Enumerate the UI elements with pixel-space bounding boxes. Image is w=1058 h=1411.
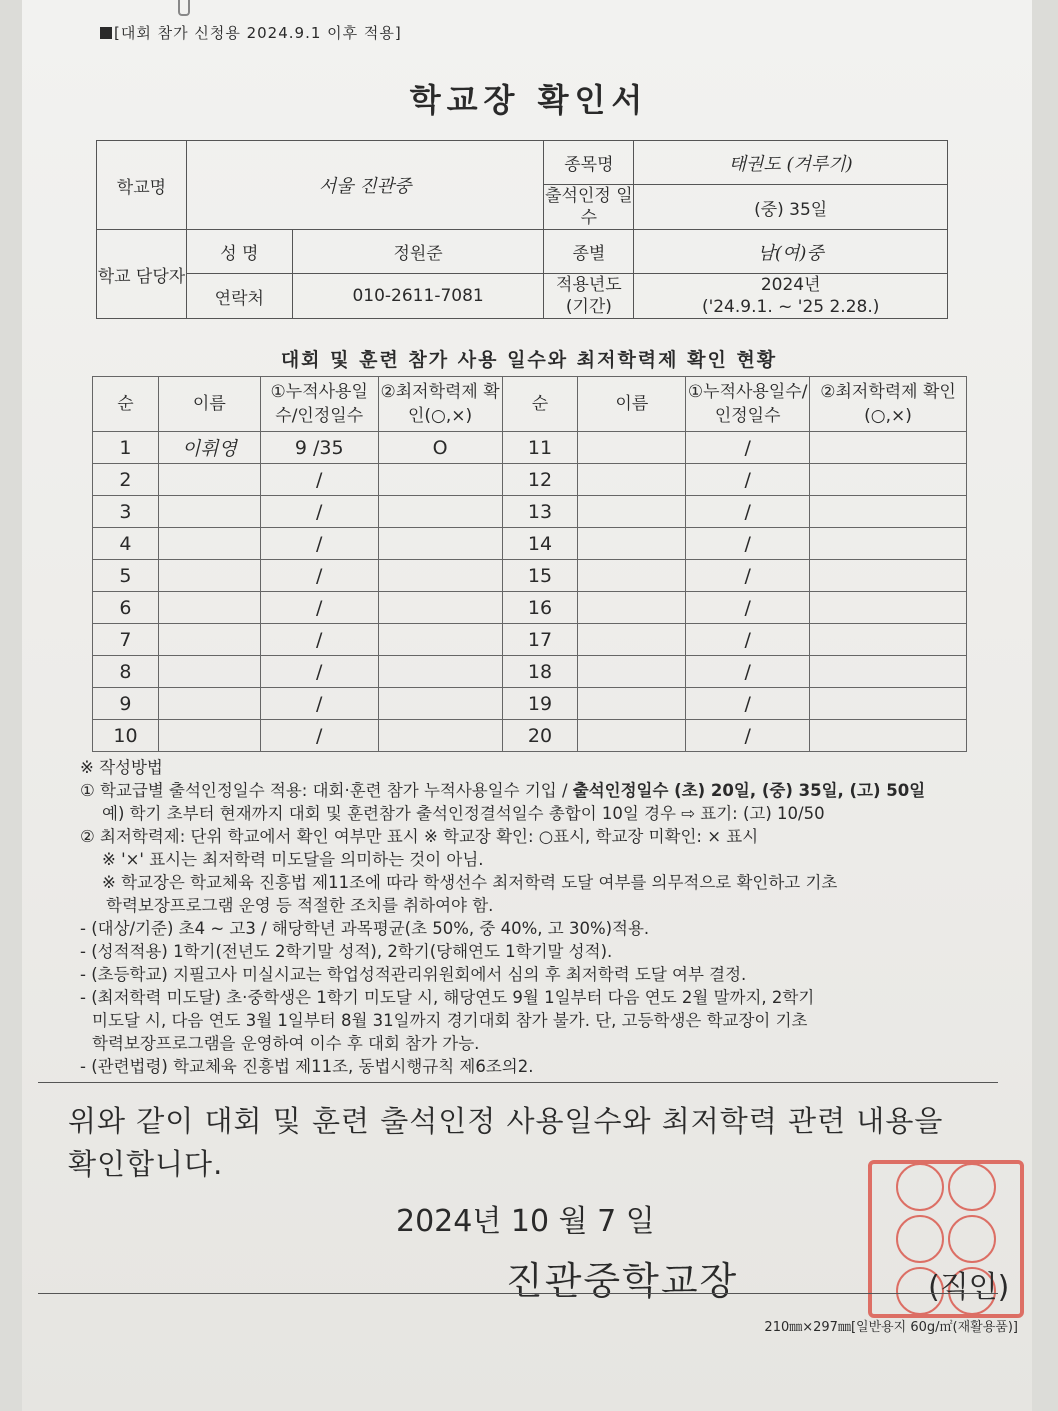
row-name xyxy=(158,688,260,720)
row-check-right xyxy=(810,624,967,656)
row-days: / xyxy=(260,528,378,560)
row-no: 1 xyxy=(93,432,159,464)
row-check xyxy=(378,688,502,720)
row-name-right xyxy=(578,720,686,752)
header-no: 순 xyxy=(93,377,159,432)
row-name xyxy=(158,496,260,528)
row-no-right: 14 xyxy=(502,528,578,560)
table-row xyxy=(93,656,967,688)
row-name xyxy=(158,592,260,624)
header-no-right: 순 xyxy=(502,377,578,432)
year-cell xyxy=(634,274,948,319)
row-check-right xyxy=(810,560,967,592)
paper-spec-footer: 210㎜×297㎜[일반용지 60g/㎡(재활용품)] xyxy=(764,1320,1018,1335)
table-row xyxy=(93,720,967,752)
header-check: ②최저학력제 확인(○,×) xyxy=(378,377,502,432)
row-check xyxy=(378,496,502,528)
phone-value: 010-2611-7081 xyxy=(292,274,544,319)
row-name-right xyxy=(578,528,686,560)
row-check-right xyxy=(810,496,967,528)
row-name-right xyxy=(578,560,686,592)
table-row xyxy=(93,432,967,464)
table-row xyxy=(93,464,967,496)
row-name-right xyxy=(578,656,686,688)
row-check-right xyxy=(810,464,967,496)
page-title: 학교장 확인서 xyxy=(409,81,649,119)
row-days: / xyxy=(260,464,378,496)
row-check-right xyxy=(810,688,967,720)
gender-value: 남(여)중 xyxy=(634,230,948,274)
notes-heading: ※ 작성방법 xyxy=(80,758,163,777)
info-table xyxy=(96,140,948,319)
row-name-right xyxy=(578,464,686,496)
table-row xyxy=(93,688,967,720)
row-no: 8 xyxy=(93,656,159,688)
header-days-right: ①누적사용일수/인정일수 xyxy=(686,377,810,432)
note-8c: 학력보장프로그램을 운영하여 이수 후 대회 참가 가능. xyxy=(92,1034,480,1053)
school-label: 학교명 xyxy=(97,141,187,230)
notes-section xyxy=(80,756,1000,1078)
row-days-right: / xyxy=(686,432,810,464)
row-no-right: 16 xyxy=(502,592,578,624)
confirmation-date: 2024년 10 월 7 일 xyxy=(396,1204,655,1239)
row-name xyxy=(158,560,260,592)
header-name: 이름 xyxy=(158,377,260,432)
row-days: / xyxy=(260,656,378,688)
confirmation-text: 위와 같이 대회 및 훈련 출석인정 사용일수와 최저학력 관련 내용을 확인합니다. xyxy=(68,1104,944,1181)
header-name-right: 이름 xyxy=(578,377,686,432)
row-days: / xyxy=(260,688,378,720)
row-no-right: 17 xyxy=(502,624,578,656)
note-7: - (초등학교) 지필고사 미실시교는 학업성적관리위원회에서 심의 후 최저학력 도달 여부 결정. xyxy=(80,965,747,984)
row-check-right xyxy=(810,432,967,464)
table-row xyxy=(93,624,967,656)
header-note: [대회 참가 신청용 2024.9.1 이후 적용] xyxy=(100,22,402,43)
attendance-value: (중) 35일 xyxy=(634,185,948,230)
row-check xyxy=(378,560,502,592)
row-days-right: / xyxy=(686,592,810,624)
note-4b: 학력보장프로그램 운영 등 적절한 조치를 취하여야 함. xyxy=(106,896,494,915)
row-name xyxy=(158,720,260,752)
row-days: / xyxy=(260,592,378,624)
period-value: ('24.9.1. ~ '25 2.28.) xyxy=(701,297,880,317)
row-check xyxy=(378,464,502,496)
row-name-right xyxy=(578,688,686,720)
section-title: 대회 및 훈련 참가 사용 일수와 최저학력제 확인 현황 xyxy=(280,349,778,371)
row-no-right: 19 xyxy=(502,688,578,720)
row-name-right xyxy=(578,432,686,464)
row-name-right xyxy=(578,624,686,656)
row-days-right: / xyxy=(686,720,810,752)
row-no: 6 xyxy=(93,592,159,624)
row-no: 2 xyxy=(93,464,159,496)
row-days: / xyxy=(260,560,378,592)
row-days: / xyxy=(260,624,378,656)
row-days: / xyxy=(260,720,378,752)
row-name xyxy=(158,528,260,560)
grid-body xyxy=(93,432,967,752)
row-name-right xyxy=(578,496,686,528)
note-1: ① 학교급별 출석인정일수 적용: 대회·훈련 참가 누적사용일수 기입 / 출석인정일수 (초) 20일, (중) 35일, (고) 50일 xyxy=(80,781,926,800)
participation-grid xyxy=(92,376,967,752)
row-no: 3 xyxy=(93,496,159,528)
row-name xyxy=(158,624,260,656)
phone-label: 연락처 xyxy=(186,274,292,319)
table-row xyxy=(93,496,967,528)
principal-title: 진관중학교장 xyxy=(506,1259,739,1303)
note-8: - (최저학력 미도달) 초·중학생은 1학기 미도달 시, 해당연도 9월 1일부터 다음 연도 2월 말까지, 2학기 xyxy=(80,988,815,1007)
binder-clip-icon xyxy=(178,0,190,16)
row-no: 10 xyxy=(93,720,159,752)
row-days: 9 /35 xyxy=(260,432,378,464)
note-9: - (관련법령) 학교체육 진흥법 제11조, 동법시행규칙 제6조의2. xyxy=(80,1057,534,1076)
row-check xyxy=(378,656,502,688)
contact-person-label: 학교 담당자 xyxy=(97,230,187,319)
row-no-right: 13 xyxy=(502,496,578,528)
note-1-example: 예) 학기 초부터 현재까지 대회 및 훈련참가 출석인정결석일수 총합이 10일 경우 ⇨ 표기: (고) 10/50 xyxy=(102,804,825,823)
row-days-right: / xyxy=(686,464,810,496)
row-no-right: 18 xyxy=(502,656,578,688)
school-value: 서울 진관중 xyxy=(186,141,544,230)
note-4: ※ 학교장은 학교체육 진흥법 제11조에 따라 학생선수 최저학력 도달 여부를 의무적으로 확인하고 기초 xyxy=(102,873,838,892)
attendance-label: 출석인정 일수 xyxy=(545,186,633,228)
table-row xyxy=(93,528,967,560)
row-check-right xyxy=(810,720,967,752)
row-check xyxy=(378,528,502,560)
row-days-right: / xyxy=(686,656,810,688)
row-name-right xyxy=(578,592,686,624)
row-no: 7 xyxy=(93,624,159,656)
row-days-right: / xyxy=(686,496,810,528)
row-no-right: 12 xyxy=(502,464,578,496)
row-days-right: / xyxy=(686,624,810,656)
row-check xyxy=(378,624,502,656)
row-no: 9 xyxy=(93,688,159,720)
note-6: - (성적적용) 1학기(전년도 2학기말 성적), 2학기(당해연도 1학기말 성적). xyxy=(80,942,613,961)
header-days: ①누적사용일수/인정일수 xyxy=(260,377,378,432)
row-days-right: / xyxy=(686,688,810,720)
note-5: - (대상/기준) 초4 ~ 고3 / 해당학년 과목평균(초 50%, 중 40%, 고 30%)적용. xyxy=(80,919,650,938)
row-no: 4 xyxy=(93,528,159,560)
name-value: 정원준 xyxy=(292,230,544,274)
event-label: 종목명 xyxy=(544,141,634,185)
row-no: 5 xyxy=(93,560,159,592)
row-no-right: 20 xyxy=(502,720,578,752)
row-check-right xyxy=(810,656,967,688)
note-3: ※ '×' 표시는 최저학력 미도달을 의미하는 것이 아님. xyxy=(102,850,484,869)
divider xyxy=(38,1082,998,1083)
row-check xyxy=(378,720,502,752)
row-check: O xyxy=(378,432,502,464)
row-days-right: / xyxy=(686,528,810,560)
row-name xyxy=(158,464,260,496)
header-check-right: ②최저학력제 확인(○,×) xyxy=(810,377,967,432)
seal-label: (직인) xyxy=(928,1270,1010,1305)
row-no-right: 11 xyxy=(502,432,578,464)
divider-bottom xyxy=(38,1293,998,1294)
row-name: 이휘영 xyxy=(158,432,260,464)
event-value: 태권도 (겨루기) xyxy=(634,141,948,185)
gender-label: 종별 xyxy=(544,230,634,274)
table-row xyxy=(93,560,967,592)
note-2: ② 최저학력제: 단위 학교에서 확인 여부만 표시 ※ 학교장 확인: ○표시, 학교장 미확인: × 표시 xyxy=(80,827,759,846)
year-label: 적용년도 (기간) xyxy=(544,274,634,319)
year-value: 2024년 xyxy=(760,275,821,295)
name-label: 성 명 xyxy=(186,230,292,274)
note-8b: 미도달 시, 다음 연도 3월 1일부터 8월 31일까지 경기대회 참가 불가. 단, 고등학생은 학교장이 기초 xyxy=(92,1011,808,1030)
row-check-right xyxy=(810,592,967,624)
row-days-right: / xyxy=(686,560,810,592)
row-check xyxy=(378,592,502,624)
row-check-right xyxy=(810,528,967,560)
row-name xyxy=(158,656,260,688)
row-no-right: 15 xyxy=(502,560,578,592)
square-bullet-icon xyxy=(100,27,112,39)
row-days: / xyxy=(260,496,378,528)
table-row xyxy=(93,592,967,624)
